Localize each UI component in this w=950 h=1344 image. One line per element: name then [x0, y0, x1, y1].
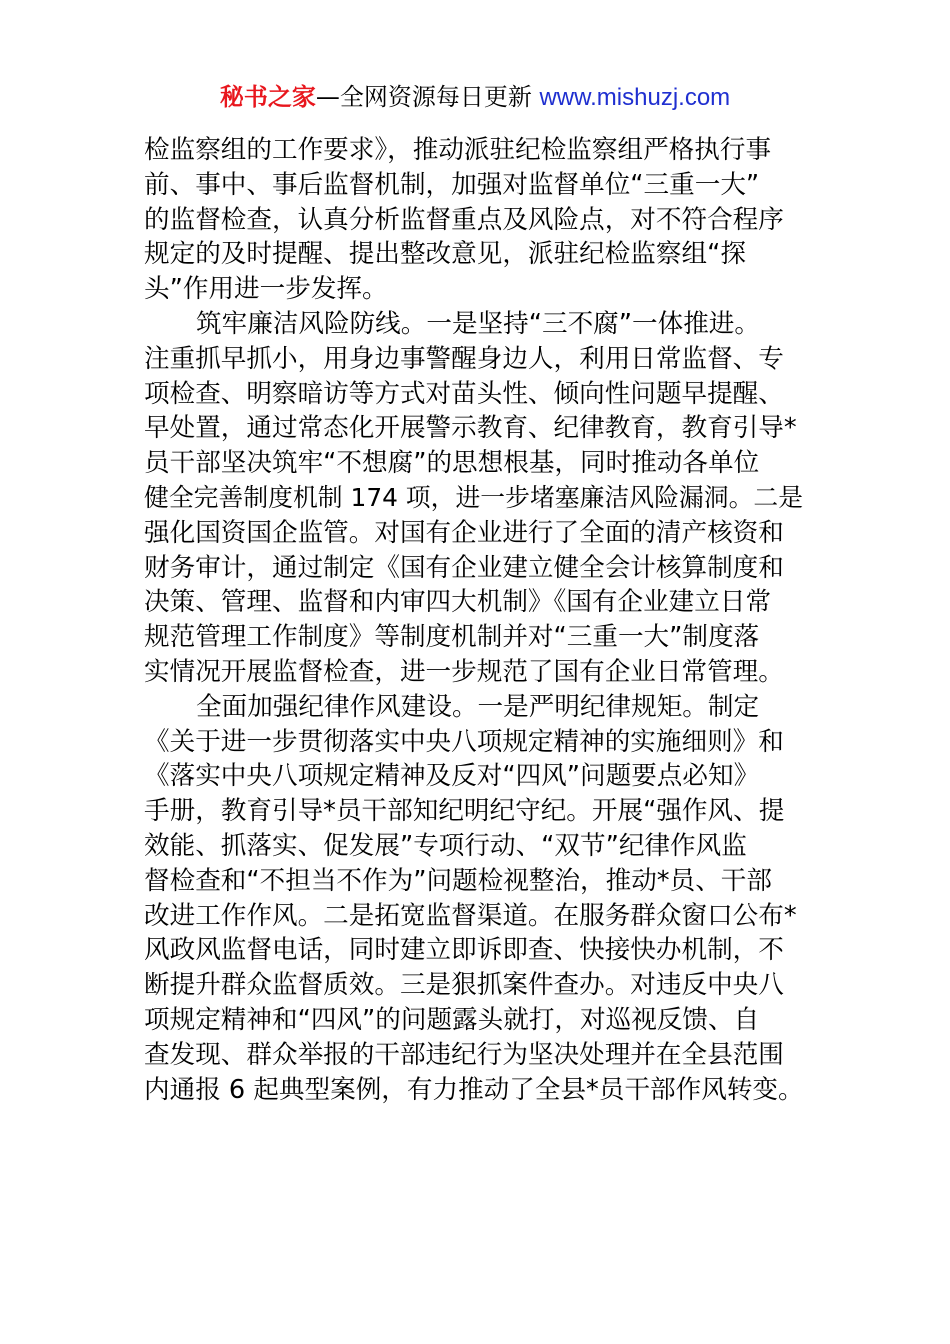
- text-line: 内通报 6 起典型案例，有力推动了全县*员干部作风转变。: [144, 1074, 804, 1105]
- text-line: 筑牢廉洁风险防线。一是坚持“三不腐”一体推进。: [196, 308, 760, 339]
- text-line: 全面加强纪律作风建设。一是严明纪律规矩。制定: [196, 691, 760, 722]
- text-line: 的监督检查，认真分析监督重点及风险点，对不符合程序: [144, 204, 784, 235]
- text-line: 手册，教育引导*员干部知纪明纪守纪。开展“强作风、提: [144, 796, 785, 827]
- paragraph-3: [144, 690, 808, 1108]
- text-line: 《关于进一步贯彻落实中央八项规定精神的实施细则》和: [144, 726, 784, 757]
- text-line: 健全完善制度机制 174 项，进一步堵塞廉洁风险漏洞。二是: [144, 482, 804, 512]
- document-body: [144, 133, 808, 1107]
- text-line: 注重抓早抓小，用身边事警醒身边人，利用日常监督、专: [144, 343, 784, 374]
- text-line: 查发现、群众举报的干部违纪行为坚决处理并在全县范围: [144, 1039, 784, 1070]
- text-line: 效能、抓落实、促发展”专项行动、“双节”纪律作风监: [144, 830, 747, 861]
- site-url[interactable]: www.mishuzj.com: [539, 84, 731, 111]
- text-line: 断提升群众监督质效。三是狠抓案件查办。对违反中央八: [144, 970, 784, 1001]
- text-line: 督检查和“不担当不作为”问题检视整治，推动*员、干部: [144, 865, 772, 896]
- text-line: 改进工作作风。二是拓宽监督渠道。在服务群众窗口公布*: [144, 900, 797, 931]
- text-line: 《落实中央八项规定精神及反对“四风”问题要点必知》: [144, 761, 760, 792]
- text-line: 员干部坚决筑牢“不想腐”的思想根基，同时推动各单位: [144, 448, 760, 479]
- text-line: 规定的及时提醒、提出整改意见，派驻纪检监察组“探: [144, 239, 746, 270]
- text-line: 项规定精神和“四风”的问题露头就打，对巡视反馈、自: [144, 1004, 760, 1035]
- paragraph-2: [144, 307, 808, 690]
- text-line: 决策、管理、监督和内审四大机制》《国有企业建立日常: [144, 587, 772, 618]
- text-line: 规范管理工作制度》等制度机制并对“三重一大”制度落: [144, 622, 760, 653]
- text-line: 强化国资国企监管。对国有企业进行了全面的清产核资和: [144, 517, 784, 548]
- text-line: 风政风监督电话，同时建立即诉即查、快接快办机制，不: [144, 935, 784, 966]
- text-line: 实情况开展监督检查，进一步规范了国有企业日常管理。: [144, 656, 784, 687]
- text-line: 项检查、明察暗访等方式对苗头性、倾向性问题早提醒、: [144, 378, 784, 409]
- text-line: 早处置，通过常态化开展警示教育、纪律教育，教育引导*: [144, 413, 797, 444]
- header-tagline: —全网资源每日更新: [315, 83, 540, 111]
- paragraph-1: [144, 133, 808, 307]
- text-line: 前、事中、事后监督机制，加强对监督单位“三重一大”: [144, 169, 760, 200]
- text-line: 检监察组的工作要求》，推动派驻纪检监察组严格执行事: [144, 135, 772, 165]
- text-line: 头”作用进一步发挥。: [144, 274, 388, 305]
- page-header: [0, 80, 950, 115]
- brand-name: 秘书之家: [219, 83, 316, 111]
- text-line: 财务审计，通过制定《国有企业建立健全会计核算制度和: [144, 552, 784, 583]
